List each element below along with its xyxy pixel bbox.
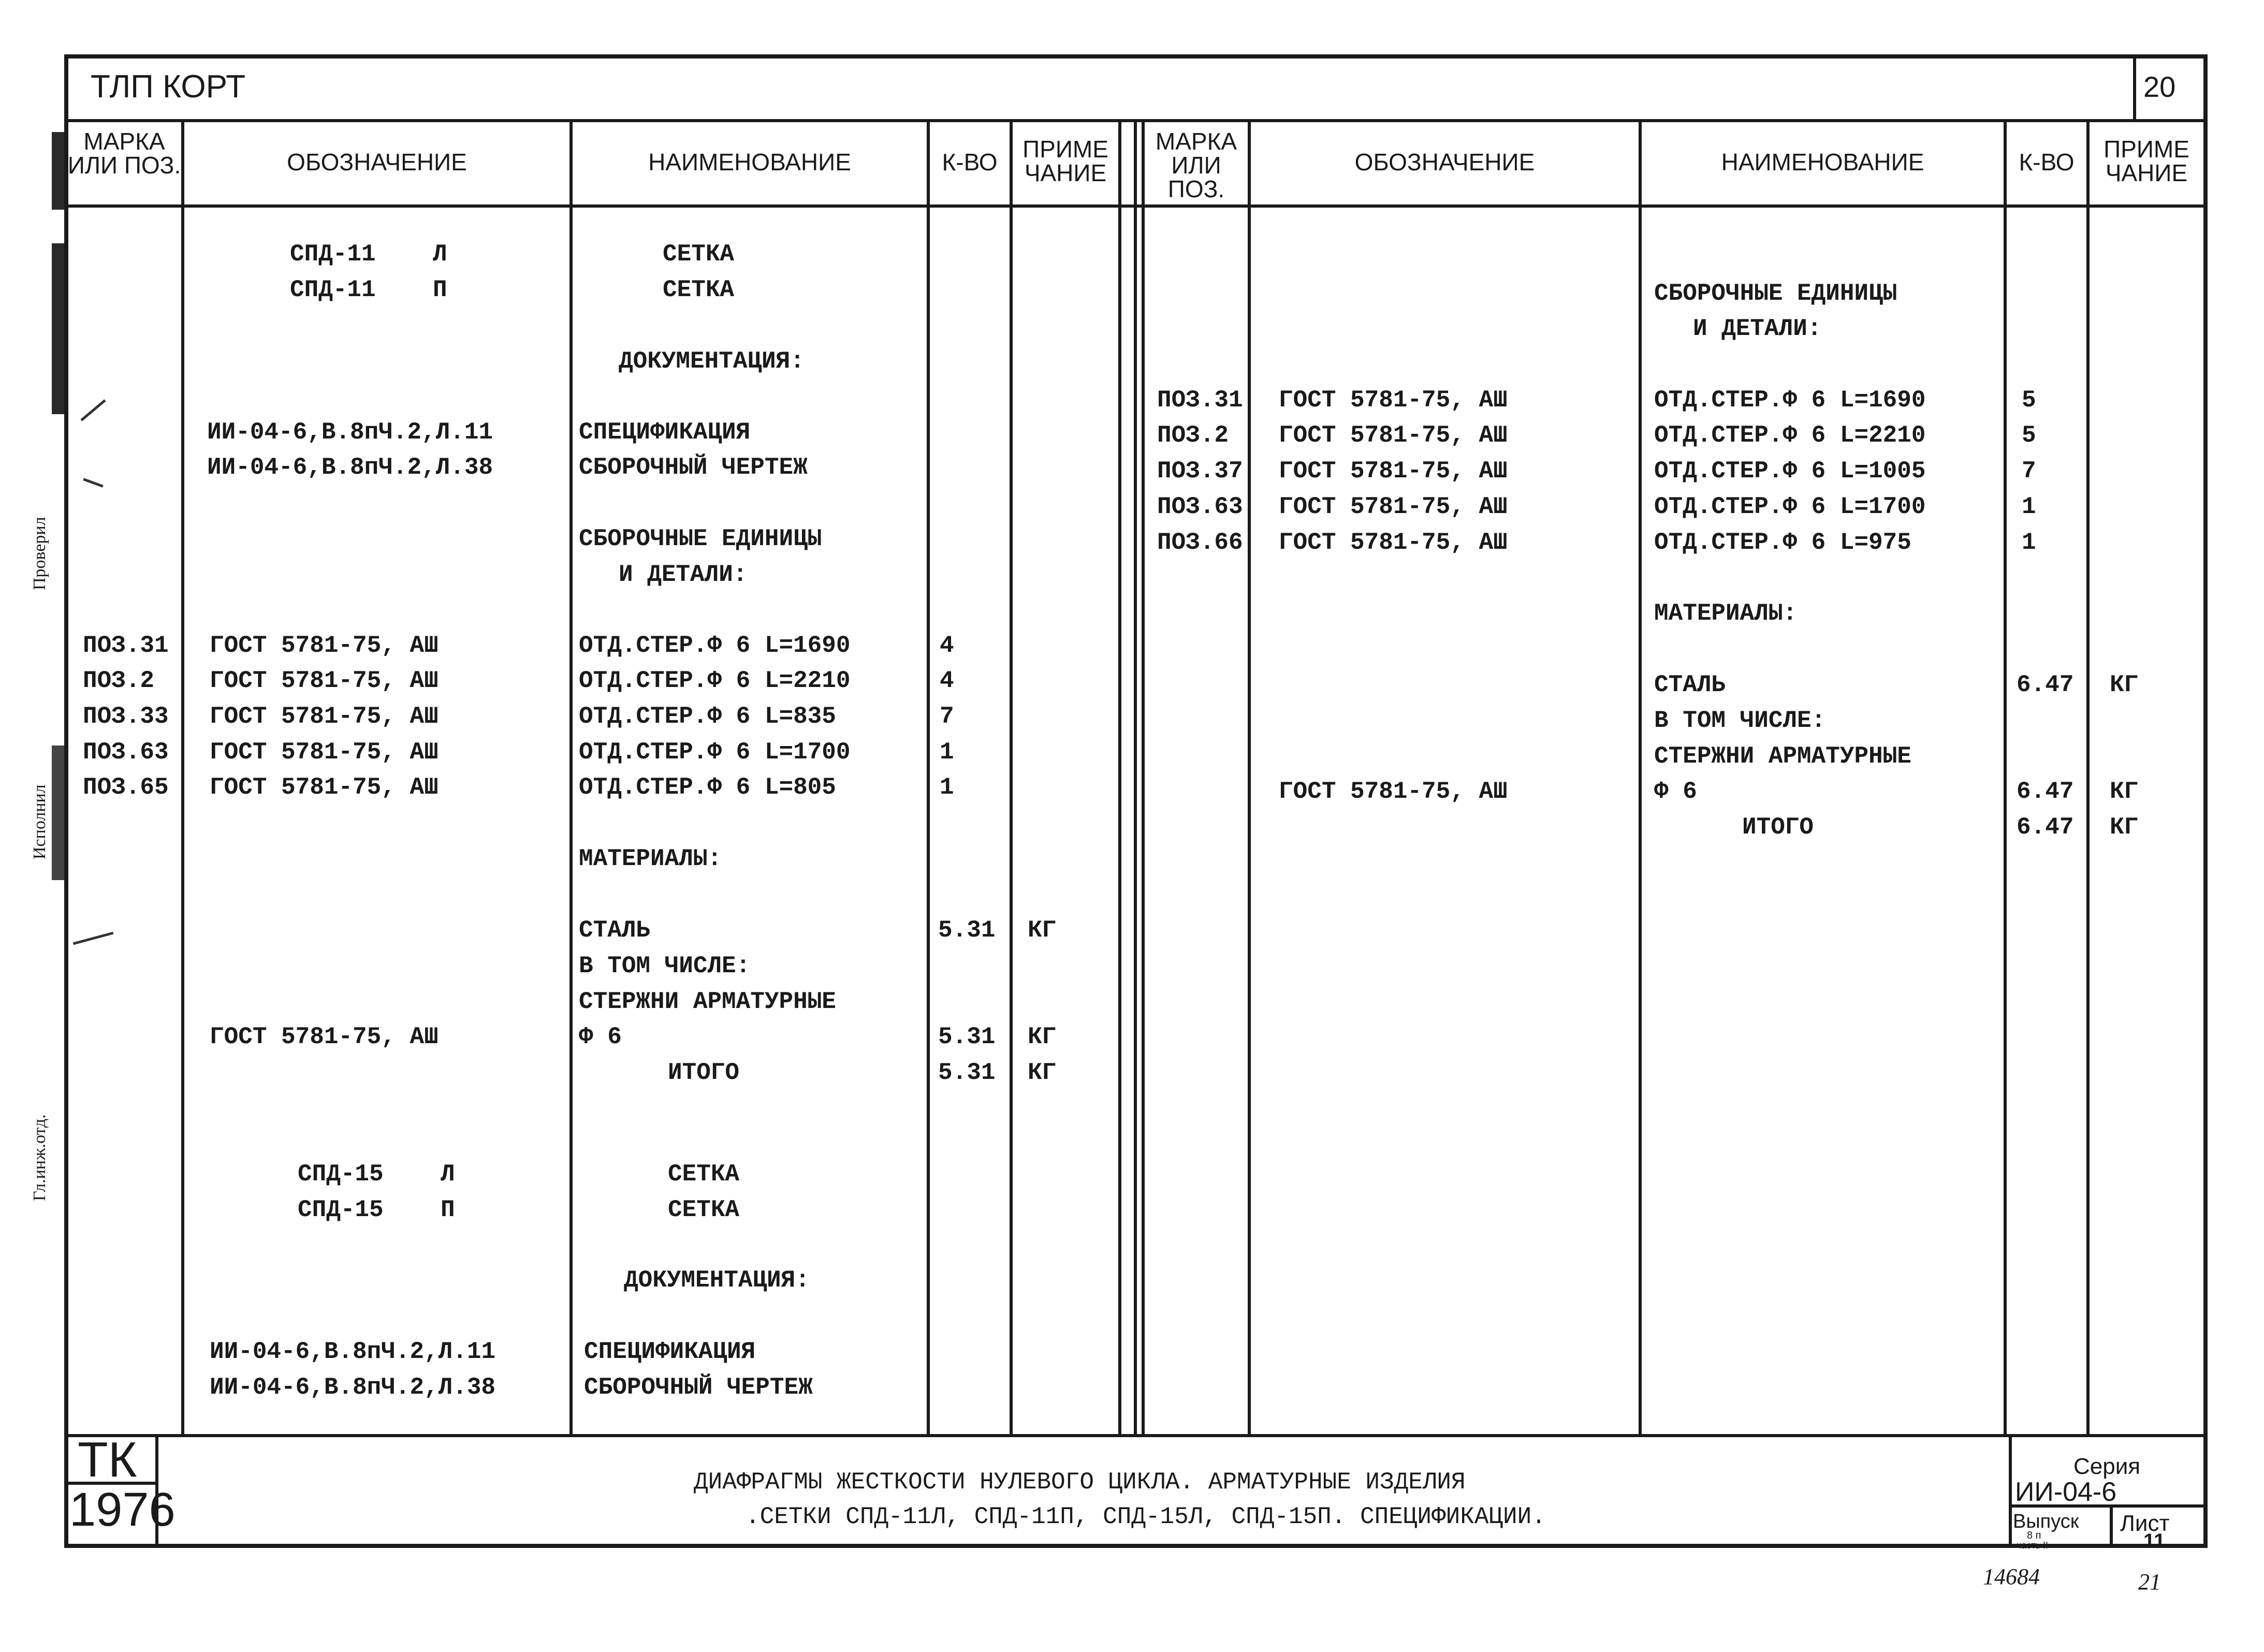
table-cell: 5.31: [938, 1024, 996, 1050]
table-cell: ГОСТ 5781-75, АШ: [210, 667, 439, 694]
binding-strip: [52, 745, 65, 880]
table-cell: ГОСТ 5781-75, АШ: [210, 739, 439, 766]
table-cell: ПОЗ.33: [83, 703, 169, 730]
left-col-line: [181, 119, 184, 1434]
table-cell: КГ: [2110, 671, 2139, 698]
series-divider: [2009, 1434, 2012, 1548]
drawing-title-line2: .СЕТКИ СПД-11Л, СПД-11П, СПД-15Л, СПД-15П. СПЕЦИФИКАЦИИ.: [746, 1503, 1546, 1530]
table-cell: СПД-15 П: [298, 1196, 455, 1223]
right-col-line: [1142, 119, 1145, 1434]
center-gap-line: [1134, 119, 1137, 1434]
table-cell: СПД-15 Л: [298, 1161, 455, 1188]
table-cell: ОТД.СТЕР.Ф 6 L=1690: [579, 632, 851, 659]
table-cell: СПЕЦИФИКАЦИЯ: [579, 419, 751, 446]
table-cell: 4: [940, 632, 954, 659]
table-cell: ОТД.СТЕР.Ф 6 L=835: [579, 703, 836, 730]
archive-number: 14684: [1983, 1564, 2040, 1589]
table-cell: В ТОМ ЧИСЛЕ:: [1654, 707, 1826, 734]
table-cell: СЕТКА: [668, 1161, 740, 1188]
stamp-year: 1976: [69, 1483, 176, 1536]
table-cell: СЕТКА: [668, 1196, 740, 1223]
table-cell: 5: [2022, 422, 2036, 449]
title-block-divider: [64, 1434, 2208, 1437]
page-number-divider: [2133, 54, 2136, 119]
table-cell: СБОРОЧНЫЕ ЕДИНИЦЫ: [1654, 280, 1897, 307]
right-col-line: [2004, 119, 2007, 1434]
table-cell: ПОЗ.2: [1157, 422, 1229, 449]
table-cell: СПЕЦИФИКАЦИЯ: [584, 1338, 756, 1365]
right-col-line: [1639, 119, 1642, 1434]
series-label: Серия: [2073, 1454, 2141, 1479]
table-cell: ГОСТ 5781-75, АШ: [1279, 778, 1508, 805]
table-cell: СБОРОЧНЫЙ ЧЕРТЕЖ: [584, 1374, 813, 1401]
table-cell: 5.31: [938, 917, 996, 944]
table-cell: 6.47: [2017, 814, 2074, 841]
table-cell: ИТОГО: [668, 1059, 740, 1086]
col-header-mark: МАРКА ИЛИ ПОЗ.: [1155, 128, 1237, 202]
table-cell: ИИ-04-6,В.8пЧ.2,Л.38: [207, 454, 493, 481]
org-title: ТЛП КОРТ: [91, 69, 246, 105]
table-cell: ГОСТ 5781-75, АШ: [210, 703, 439, 730]
table-cell: ОТД.СТЕР.Ф 6 L=1690: [1654, 387, 1926, 414]
table-cell: 1: [2022, 493, 2036, 520]
table-cell: 1: [2022, 529, 2036, 556]
col-header-name: НАИМЕНОВАНИЕ: [648, 149, 851, 176]
table-cell: 4: [940, 667, 954, 694]
table-cell: КГ: [2110, 814, 2139, 841]
col-header-note: ПРИМЕ ЧАНИЕ: [2104, 136, 2189, 186]
col-header-mark: МАРКА ИЛИ ПОЗ.: [67, 128, 181, 179]
table-cell: ПОЗ.31: [83, 632, 169, 659]
col-header-name: НАИМЕНОВАНИЕ: [1721, 149, 1924, 176]
table-cell: 6.47: [2017, 778, 2074, 805]
table-cell: 7: [2022, 458, 2036, 485]
side-label: Проверил: [30, 517, 49, 590]
table-cell: ГОСТ 5781-75, АШ: [210, 774, 439, 801]
table-cell: ПОЗ.63: [1157, 493, 1243, 520]
table-cell: ПОЗ.37: [1157, 458, 1243, 485]
table-cell: КГ: [2110, 778, 2139, 805]
table-cell: ИТОГО: [1742, 814, 1814, 841]
table-cell: ОТД.СТЕР.Ф 6 L=2210: [1654, 422, 1926, 449]
page-number: 20: [2143, 70, 2176, 103]
issue-sheet-divider: [2110, 1504, 2113, 1548]
binding-strip: [52, 243, 65, 414]
table-cell: ГОСТ 5781-75, АШ: [1279, 458, 1508, 485]
table-cell: ПОЗ.2: [83, 667, 155, 694]
table-cell: 5.31: [938, 1059, 996, 1086]
table-cell: 6.47: [2017, 671, 2074, 698]
table-cell: СБОРОЧНЫЕ ЕДИНИЦЫ: [579, 525, 822, 552]
table-cell: СТЕРЖНИ АРМАТУРНЫЕ: [1654, 743, 1911, 770]
table-cell: КГ: [1028, 1024, 1057, 1050]
table-cell: ИИ-04-6,В.8пЧ.2,Л.11: [210, 1338, 496, 1365]
table-cell: ГОСТ 5781-75, АШ: [210, 1024, 439, 1050]
side-label: Исполнил: [30, 784, 49, 859]
col-header-qty: К-ВО: [942, 149, 998, 176]
table-cell: ОТД.СТЕР.Ф 6 L=1700: [1654, 493, 1926, 520]
table-cell: ОТД.СТЕР.Ф 6 L=2210: [579, 667, 851, 694]
sheet-label: Лист: [2120, 1511, 2170, 1536]
table-cell: ПОЗ.63: [83, 739, 169, 766]
table-cell: СПД-11 П: [290, 276, 447, 303]
table-cell: И ДЕТАЛИ:: [619, 561, 748, 588]
table-cell: КГ: [1028, 917, 1057, 944]
table-cell: СТАЛЬ: [1654, 671, 1726, 698]
part-sub: часть II: [2017, 1540, 2049, 1551]
stamp-top: ТК: [78, 1432, 137, 1487]
table-cell: СТЕРЖНИ АРМАТУРНЫЕ: [579, 988, 836, 1015]
col-header-qty: К-ВО: [2019, 149, 2075, 176]
corner-mark: 21: [2138, 1569, 2161, 1595]
table-cell: 1: [940, 774, 954, 801]
table-cell: МАТЕРИАЛЫ:: [1654, 600, 1798, 627]
table-cell: Ф 6: [1654, 778, 1697, 805]
side-label: Гл.инж.отд.: [30, 1114, 49, 1201]
col-header-note: ПРИМЕ ЧАНИЕ: [1023, 136, 1108, 186]
table-cell: ГОСТ 5781-75, АШ: [1279, 529, 1508, 556]
table-cell: СБОРОЧНЫЙ ЧЕРТЕЖ: [579, 454, 808, 481]
table-cell: ПОЗ.31: [1157, 387, 1243, 414]
table-cell: В ТОМ ЧИСЛЕ:: [579, 953, 751, 979]
table-cell: КГ: [1028, 1059, 1057, 1086]
table-cell: И ДЕТАЛИ:: [1693, 315, 1822, 342]
table-cell: ПОЗ.65: [83, 774, 169, 801]
table-cell: ИИ-04-6,В.8пЧ.2,Л.38: [210, 1374, 496, 1401]
sheet-value: 11: [2143, 1530, 2166, 1553]
table-cell: ОТД.СТЕР.Ф 6 L=1700: [579, 739, 851, 766]
table-cell: ГОСТ 5781-75, АШ: [1279, 493, 1508, 520]
table-cell: ИИ-04-6,В.8пЧ.2,Л.11: [207, 419, 493, 446]
table-cell: ОТД.СТЕР.Ф 6 L=805: [579, 774, 836, 801]
table-cell: ПОЗ.66: [1157, 529, 1243, 556]
col-header-designation: ОБОЗНАЧЕНИЕ: [1354, 149, 1535, 176]
series-value: ИИ-04-6: [2015, 1477, 2117, 1507]
table-cell: СПД-11 Л: [290, 241, 447, 268]
binding-strip: [52, 132, 65, 210]
issue-sub: 8 п: [2027, 1530, 2041, 1541]
left-col-line: [1010, 119, 1013, 1434]
drawing-title-line1: ДИАФРАГМЫ ЖЕСТКОСТИ НУЛЕВОГО ЦИКЛА. АРМАТУРНЫЕ ИЗДЕЛИЯ: [694, 1469, 1466, 1496]
table-cell: ОТД.СТЕР.Ф 6 L=975: [1654, 529, 1911, 556]
left-col-line: [927, 119, 930, 1434]
left-col-line: [1118, 119, 1121, 1434]
table-cell: МАТЕРИАЛЫ:: [579, 845, 722, 872]
table-cell: ДОКУМЕНТАЦИЯ:: [619, 348, 805, 375]
table-cell: 5: [2022, 387, 2036, 414]
table-cell: ГОСТ 5781-75, АШ: [1279, 387, 1508, 414]
issue-label: Выпуск: [2013, 1511, 2079, 1532]
table-cell: Ф 6: [579, 1024, 622, 1050]
right-col-line: [1248, 119, 1251, 1434]
table-cell: ГОСТ 5781-75, АШ: [1279, 422, 1508, 449]
table-cell: СЕТКА: [663, 276, 735, 303]
table-cell: ОТД.СТЕР.Ф 6 L=1005: [1654, 458, 1926, 485]
table-cell: СЕТКА: [663, 241, 735, 268]
table-cell: ГОСТ 5781-75, АШ: [210, 632, 439, 659]
table-cell: СТАЛЬ: [579, 917, 651, 944]
right-col-line: [2086, 119, 2090, 1434]
table-cell: 7: [940, 703, 954, 730]
left-col-line: [569, 119, 573, 1434]
table-cell: 1: [940, 739, 954, 766]
table-cell: ДОКУМЕНТАЦИЯ:: [624, 1267, 810, 1294]
col-header-designation: ОБОЗНАЧЕНИЕ: [287, 149, 467, 176]
